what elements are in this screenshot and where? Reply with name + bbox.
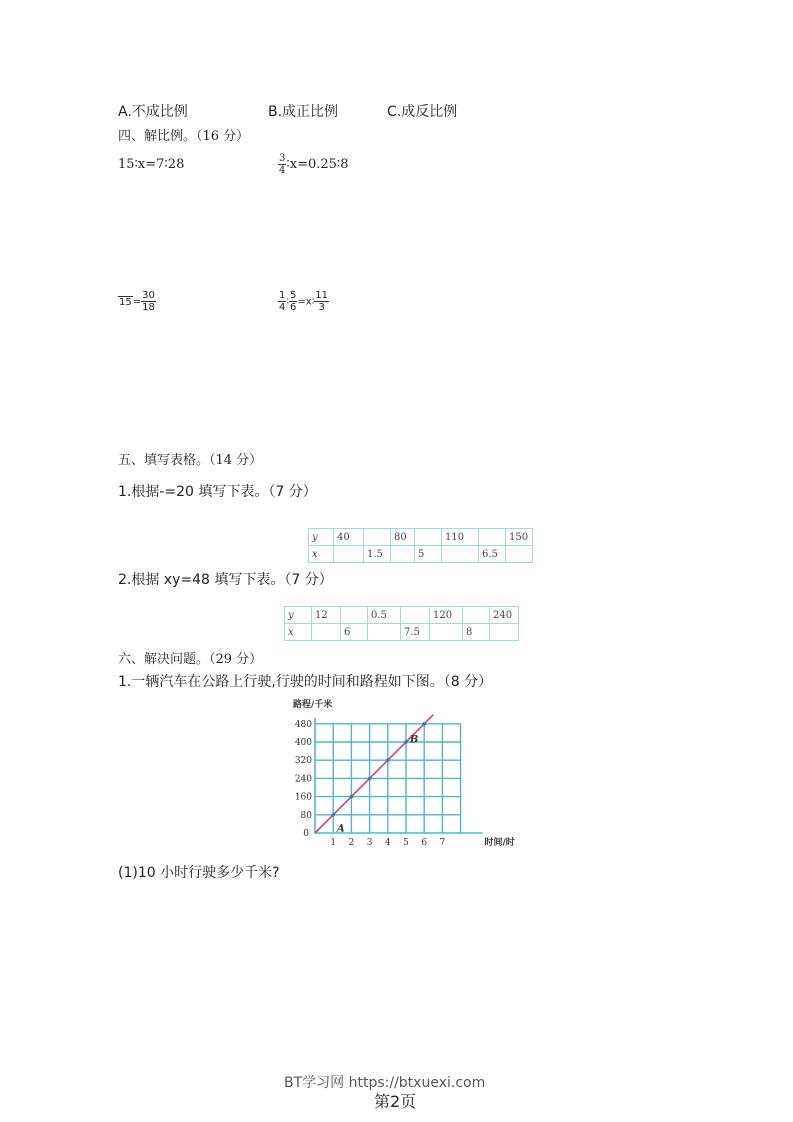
section6-q1: 1.一辆汽车在公路上行驶,行驶的时间和路程如下图。（8 分） <box>118 674 493 690</box>
section6-title: 六、解决问题。（29 分） <box>118 652 263 667</box>
table-cell: x <box>285 624 312 641</box>
data-point <box>386 758 390 762</box>
x-tick-label: 7 <box>439 838 446 848</box>
data-point <box>350 795 354 799</box>
x-tick-label: 2 <box>348 838 355 848</box>
data-point <box>422 722 426 726</box>
table-cell <box>368 624 401 641</box>
y-tick-label: 320 <box>294 756 312 767</box>
y-tick-label: 160 <box>294 792 312 803</box>
y-tick-label: 480 <box>294 719 312 730</box>
y-axis-label: 路程/千米 <box>293 700 333 710</box>
point-annotation: B <box>409 734 419 746</box>
table-cell <box>463 607 490 624</box>
table-cell: 110 <box>442 529 479 546</box>
equation-4: $\frac{1}{4}$ ∶ $\frac{5}{6}$ =x∶ $\frac{11}{3}$ <box>279 290 328 313</box>
table-cell: 120 <box>430 607 463 624</box>
footer-page-number: 第2页 <box>374 1092 417 1111</box>
data-point <box>404 740 408 744</box>
table-cell <box>415 529 442 546</box>
table-cell: 5 <box>415 546 442 563</box>
choice-a: A.不成比例 <box>118 104 188 120</box>
y-tick-label: 80 <box>300 810 312 821</box>
x-tick-label: 1 <box>330 838 337 848</box>
x-tick-label: 6 <box>421 838 428 848</box>
table-cell: 240 <box>490 607 519 624</box>
table-cell: 7.5 <box>401 624 430 641</box>
x-axis-label: 时间/时 <box>484 838 515 848</box>
table-cell: 150 <box>506 529 533 546</box>
table-cell <box>391 546 415 563</box>
table-cell <box>479 529 506 546</box>
equation-1: 15∶x=7∶28 <box>118 157 185 172</box>
distance-time-chart <box>288 696 515 854</box>
table-cell <box>430 624 463 641</box>
table-cell: 6 <box>341 624 368 641</box>
choice-c: C.成反比例 <box>387 104 458 120</box>
table-cell <box>401 607 430 624</box>
table-row <box>309 546 533 563</box>
table-row <box>309 529 533 546</box>
table-cell <box>364 529 391 546</box>
table-cell <box>506 546 533 563</box>
section6-sub1: (1)10 小时行驶多少千米? <box>118 865 280 881</box>
table-1 <box>308 528 533 563</box>
table-cell <box>341 607 368 624</box>
data-point <box>331 813 335 817</box>
equation-3: 15 = $\frac{30}{18}$ <box>119 290 155 313</box>
x-tick-label: 4 <box>384 838 391 848</box>
footer-site: BT学习网 https://btxuexi.com <box>284 1075 486 1091</box>
section4-title: 四、解比例。（16 分） <box>118 129 250 144</box>
table-row <box>285 607 519 624</box>
section5-title: 五、填写表格。（14 分） <box>118 453 263 468</box>
choice-b: B.成正比例 <box>268 104 339 120</box>
table-cell: 80 <box>391 529 415 546</box>
x-tick-label: 3 <box>366 838 373 848</box>
section5-q1: 1.根据-=20 填写下表。（7 分） <box>118 484 317 500</box>
table-cell <box>334 546 364 563</box>
table-2 <box>284 606 519 641</box>
table-cell: 8 <box>463 624 490 641</box>
table-cell: y <box>285 607 312 624</box>
table-cell: 1.5 <box>364 546 391 563</box>
table-cell: 0.5 <box>368 607 401 624</box>
table-cell <box>442 546 479 563</box>
origin-label: 0 <box>303 829 309 839</box>
section5-q2: 2.根据 xy=48 填写下表。（7 分） <box>118 572 333 588</box>
table-cell: 6.5 <box>479 546 506 563</box>
equation-2: $\frac{3}{4}$ ∶x=0.25∶8 <box>279 153 349 176</box>
y-tick-label: 400 <box>294 738 312 748</box>
table-cell: 40 <box>334 529 364 546</box>
table-cell <box>312 624 341 641</box>
x-tick-label: 5 <box>403 838 409 848</box>
table-cell: y <box>309 529 334 546</box>
table-row <box>285 624 519 641</box>
data-point <box>368 777 372 781</box>
table-cell <box>490 624 519 641</box>
y-tick-label: 240 <box>294 774 312 785</box>
table-cell: 12 <box>312 607 341 624</box>
table-cell: x <box>309 546 334 563</box>
point-annotation: A <box>337 823 345 835</box>
